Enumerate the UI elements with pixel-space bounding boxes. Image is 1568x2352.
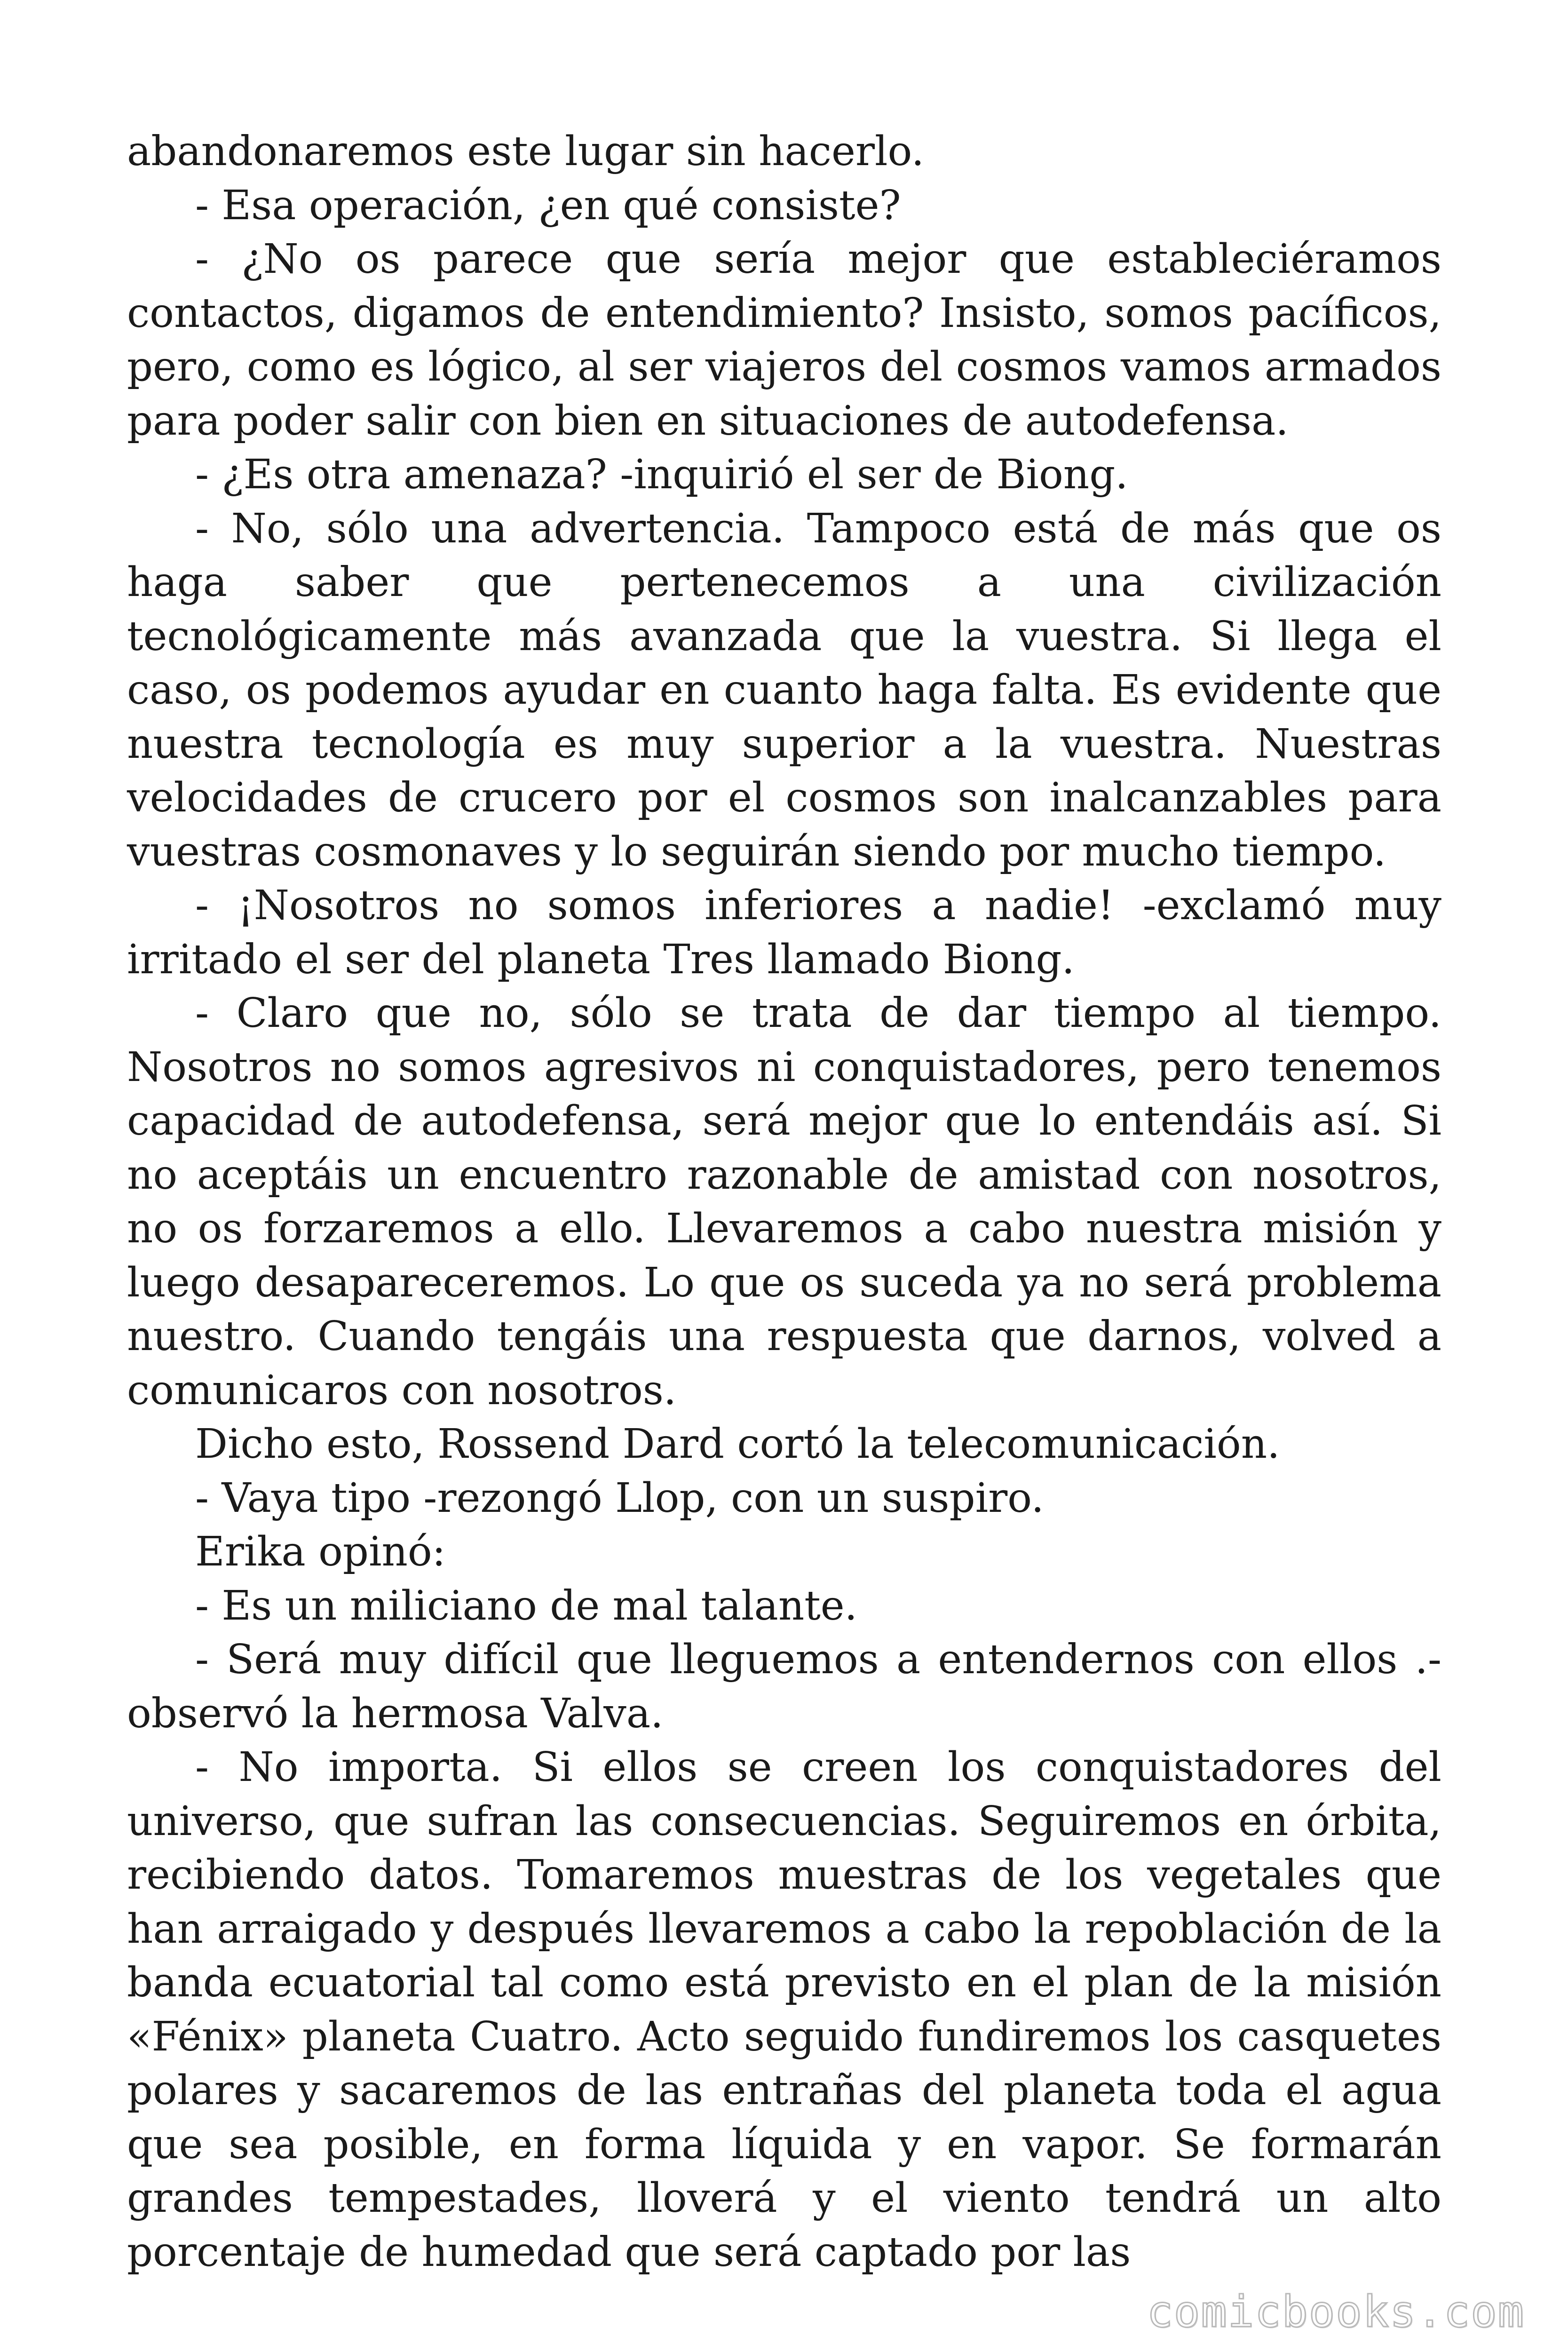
paragraph-5: - No, sólo una advertencia. Tampoco está de más que os haga saber que pertenecemos a una civilización tecnológicamente más avanzada que la vuestra. Si llega el caso, os podemos ayudar en cuanto haga falta. Es evidente que nuestra tecnología es muy superior a la vuestra. Nuestras velocidades de crucero por el cosmos son inalcanzables para vuestras cosmonaves y lo seguirán siendo por mucho tiempo.	[127, 505, 1441, 875]
paragraph-8: Dicho esto, Rossend Dard cortó la telecomunicación.	[195, 1421, 1280, 1468]
paragraph-1: abandonaremos este lugar sin hacerlo.	[127, 128, 925, 175]
paragraph-11: - Es un miliciano de mal talante.	[195, 1582, 857, 1629]
paragraph-10: Erika opinó:	[195, 1528, 446, 1575]
paragraph-4: - ¿Es otra amenaza? -inquirió el ser de Biong.	[195, 451, 1128, 498]
paragraph-7: - Claro que no, sólo se trata de dar tiempo al tiempo. Nosotros no somos agresivos ni conquistadores, pero tenemos capacidad de autodefensa, será mejor que lo entendáis así. Si no aceptáis un encuentro razonable de amistad con nosotros, no os forzaremos a ello. Llevaremos a cabo nuestra misión y luego desapareceremos. Lo que os suceda ya no será problema nuestro. Cuando tengáis una respuesta que darnos, volved a comunicaros con nosotros.	[127, 990, 1441, 1414]
paragraph-13: - No importa. Si ellos se creen los conquistadores del universo, que sufran las consecuencias. Seguiremos en órbita, recibiendo datos. Tomaremos muestras de los vegetales que han arraigado y después llevaremos a cabo la repoblación de la banda ecuatorial tal como está previsto en el plan de la misión «Fénix» planeta Cuatro. Acto seguido fundiremos los casquetes polares y sacaremos de las entrañas del planeta toda el agua que sea posible, en forma líquida y en vapor. Se formarán grandes tempestades, lloverá y el viento tendrá un alto porcentaje de humedad que será captado por las	[127, 1744, 1441, 2276]
paragraph-12: - Será muy difícil que lleguemos a entendernos con ellos .- observó la hermosa Valva.	[127, 1636, 1441, 1737]
paragraph-9: - Vaya tipo -rezongó Llop, con un suspiro.	[195, 1474, 1044, 1522]
body-text	[127, 125, 1441, 2279]
paragraph-6: - ¡Nosotros no somos inferiores a nadie! -exclamó muy irritado el ser del planeta Tres llamado Biong.	[127, 882, 1441, 983]
paragraph-2: - Esa operación, ¿en qué consiste?	[195, 182, 901, 229]
paragraph-3: - ¿No os parece que sería mejor que estableciéramos contactos, digamos de entendimiento? Insisto, somos pacíficos, pero, como es lógico, al ser viajeros del cosmos vamos armados para poder salir con bien en situaciones de autodefensa.	[127, 236, 1441, 445]
watermark: comicbooks.com	[1147, 2287, 1525, 2337]
